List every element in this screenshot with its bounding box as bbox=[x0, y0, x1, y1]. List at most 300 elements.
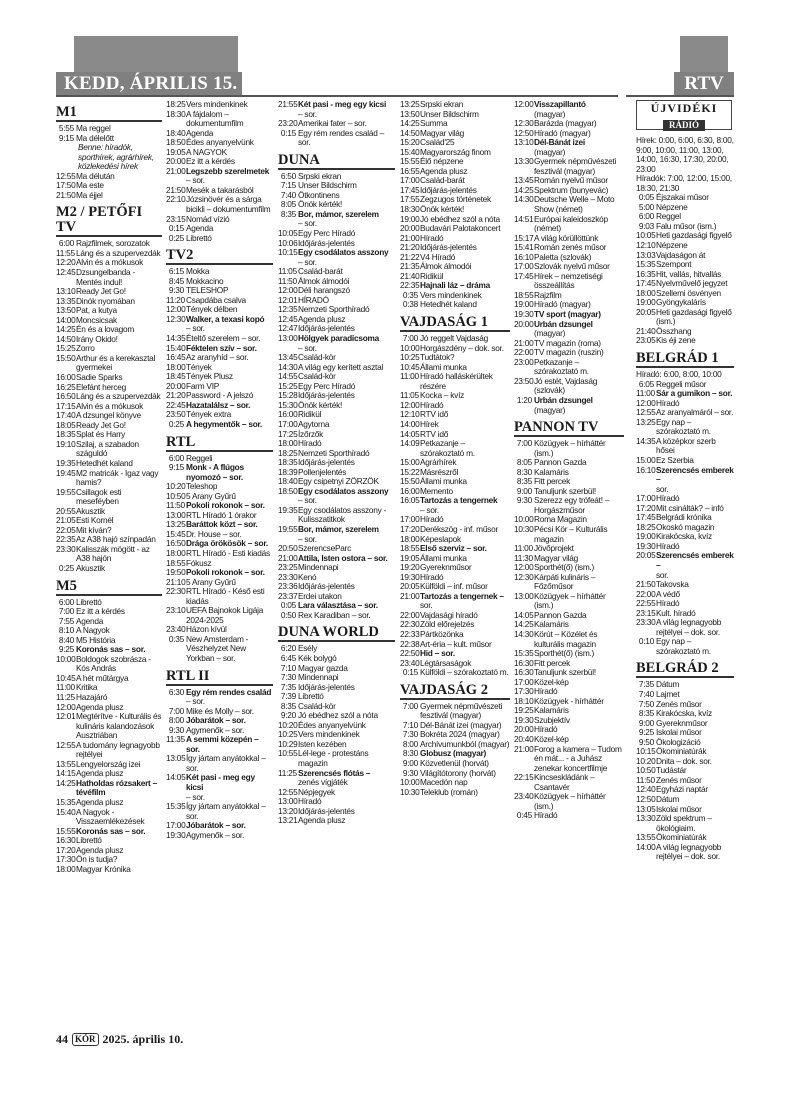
news-schedule: Híradó: 6:00, 8:00, 10:00 bbox=[636, 369, 722, 380]
program-row bbox=[514, 792, 624, 811]
program-title: Ma reggel bbox=[76, 123, 111, 133]
program-time: 13:45 bbox=[278, 352, 298, 363]
program-time: 15:28 bbox=[278, 390, 298, 401]
program-title: Szubjektív bbox=[534, 714, 570, 725]
program-row bbox=[400, 300, 510, 310]
program-title: Gyöngykalárís bbox=[656, 297, 706, 308]
program-row bbox=[56, 779, 162, 798]
program-title: Urbán dzsungel bbox=[534, 318, 593, 329]
program-time: 11:00 bbox=[56, 682, 75, 693]
program-row bbox=[636, 618, 734, 637]
program-time: 7:10 bbox=[280, 662, 296, 673]
program-time: 14:09 bbox=[400, 438, 420, 449]
program-title: Gyermek népművészeti fesztivál (magyar) bbox=[420, 700, 503, 721]
program-title: Paletta (szlovák) bbox=[534, 251, 592, 262]
program-time: 14:05 bbox=[166, 772, 186, 783]
program-title: Közügyek – hírháttér (ism.) bbox=[534, 438, 606, 458]
program-title: – sor. bbox=[298, 108, 317, 119]
program-title: Baráttok közt – sor. bbox=[186, 519, 258, 530]
program-time: 22:35 bbox=[56, 534, 76, 545]
program-time: 9:15 bbox=[168, 462, 184, 473]
program-title: Család-barát bbox=[298, 266, 343, 277]
program-row bbox=[56, 268, 162, 287]
program-time: 20:00 bbox=[166, 156, 186, 167]
program-row bbox=[514, 630, 624, 649]
program-title: Nomád vízió bbox=[186, 213, 230, 224]
program-time: 13:55 bbox=[636, 832, 656, 843]
program-title: Híradó halláskérültek részére bbox=[420, 371, 493, 391]
program-time: 13:35 bbox=[56, 295, 76, 306]
program-time: 7:10 bbox=[402, 719, 418, 730]
program-time: 10:05 bbox=[278, 228, 298, 239]
program-time: 15:30 bbox=[278, 399, 298, 410]
program-title: Ridikül bbox=[420, 270, 444, 281]
program-title: Megtérítve - Kulturális és kulináris kalandozások Ausztriában bbox=[76, 711, 162, 741]
program-title: Alvin és a mókusok bbox=[76, 400, 143, 411]
channel-heading: TV2 bbox=[166, 246, 273, 265]
program-time: 9:50 bbox=[638, 736, 654, 747]
program-title: Szerencsés emberek – bbox=[656, 550, 734, 570]
program-title: Egy csipetnyi ZÖRZÖK bbox=[298, 476, 379, 487]
program-title: Horgászdény – dok. sor. bbox=[420, 342, 504, 353]
program-title: Nyelvművelő jegyzet bbox=[656, 278, 728, 289]
program-time: 16:30 bbox=[56, 835, 76, 846]
program-title: Magyar Krónika bbox=[76, 863, 131, 874]
program-title: Moncsicsak bbox=[76, 314, 117, 325]
program-title: Budavári Palotakoncert bbox=[420, 223, 501, 234]
program-row bbox=[514, 320, 624, 330]
program-time: 18:39 bbox=[278, 466, 298, 477]
program-title: Hajnali láz – dráma bbox=[420, 280, 490, 291]
program-time: 11:25 bbox=[278, 767, 297, 778]
program-title: Időjárás-jelentés bbox=[420, 184, 477, 195]
program-title: Bor, mámor, szerelem bbox=[298, 523, 379, 534]
program-time: 21:20 bbox=[400, 242, 420, 253]
program-row bbox=[166, 606, 273, 625]
program-time: 10:25 bbox=[400, 352, 420, 363]
program-row bbox=[166, 831, 273, 841]
program-title: Pokoli rokonok – sor. bbox=[186, 567, 265, 578]
program-time: 21:00 bbox=[514, 743, 534, 754]
program-time: 16:25 bbox=[56, 381, 76, 392]
program-title: Tartozás a tengernek – bbox=[420, 590, 504, 601]
program-title: Unser Bildschirm bbox=[298, 180, 357, 191]
program-time: 13:00 bbox=[514, 590, 534, 601]
program-time: 14:30 bbox=[514, 628, 534, 639]
program-title: Állami munka bbox=[420, 552, 467, 563]
program-title: Teleshop bbox=[186, 481, 218, 492]
channel-heading: M5 bbox=[56, 577, 162, 596]
program-row bbox=[514, 525, 624, 544]
program-title: zenés vígjáték bbox=[298, 777, 348, 788]
program-title: RTV idő bbox=[420, 428, 449, 439]
program-title: Lara választása – sor. bbox=[298, 600, 378, 611]
program-title: Világítótorony (horvát) bbox=[420, 767, 496, 778]
program-title: Kis éji zene bbox=[656, 335, 696, 346]
program-time: 17:45 bbox=[636, 278, 656, 289]
program-title: Hit, vallás, hitvallás bbox=[656, 268, 722, 279]
program-title: Híradó bbox=[656, 397, 680, 408]
program-time: 16:55 bbox=[400, 165, 420, 176]
program-time: 7:30 bbox=[402, 729, 418, 740]
program-time: 22:00 bbox=[400, 609, 420, 620]
program-time: 11:00 bbox=[400, 371, 419, 382]
program-title: A világ legnagyobb rejtélyei – dok. sor. bbox=[656, 841, 722, 862]
program-title: Láng és a szupervezdák bbox=[76, 391, 161, 402]
program-title: Édes anyanyelvünk bbox=[298, 719, 366, 730]
program-title: Sadie Sparks bbox=[76, 372, 123, 383]
program-title: Rajzfilm bbox=[534, 289, 562, 300]
program-title: Dátum bbox=[656, 679, 680, 690]
program-row bbox=[166, 754, 273, 773]
program-title: Jövőprojekt bbox=[534, 543, 574, 554]
program-title: Hírek – nemzetiségi összeállítás bbox=[534, 270, 603, 291]
program-row bbox=[56, 865, 162, 875]
program-time: 13:05 bbox=[636, 803, 656, 814]
program-time: 0:10 bbox=[638, 636, 654, 647]
program-time: 20:00 bbox=[514, 724, 534, 735]
program-row bbox=[636, 336, 734, 346]
program-title: Szerezz egy trófeát! – Horgászműsor bbox=[534, 495, 610, 515]
program-title: Librettó bbox=[76, 596, 102, 607]
program-title: Jóbarátok – sor. bbox=[186, 715, 246, 726]
program-time: 13:30 bbox=[514, 156, 534, 167]
program-time: 7:35 bbox=[638, 679, 654, 690]
program-time: 20:05 bbox=[636, 550, 656, 561]
program-title: Időjárás-jelentés bbox=[298, 581, 355, 592]
program-title: Iskolai műsor bbox=[656, 727, 702, 738]
program-title: (magyar) bbox=[534, 328, 566, 339]
program-time: 11:05 bbox=[278, 266, 297, 277]
program-title: A Nagyok - Visszaemlékezések bbox=[76, 806, 145, 827]
program-row bbox=[278, 816, 395, 826]
program-title: Farm VIP bbox=[186, 380, 220, 391]
program-time: 8:45 bbox=[168, 275, 184, 286]
program-title: Kalamáris bbox=[534, 466, 569, 477]
program-time: 6:50 bbox=[280, 170, 296, 181]
program-title: Híradó bbox=[534, 686, 558, 697]
column-4 bbox=[400, 100, 510, 797]
program-title: Család-kör bbox=[298, 352, 336, 363]
program-time: 17:20 bbox=[400, 523, 420, 534]
program-time: 9:00 bbox=[638, 717, 654, 728]
program-title: Az aranyalmáról – sor. bbox=[656, 407, 734, 418]
program-time: 20:05 bbox=[636, 306, 656, 317]
program-time: 8:30 bbox=[402, 748, 418, 759]
program-time: 19:05 bbox=[166, 146, 186, 157]
program-title: Pollenjelentés bbox=[298, 466, 347, 477]
program-title: Tartozás a tengernek bbox=[420, 495, 498, 506]
program-title: Pannon Gazda bbox=[534, 609, 587, 620]
program-title: Az A38 hajó színpadán bbox=[76, 534, 156, 545]
program-time: 18:50 bbox=[278, 485, 298, 496]
program-title: Spektrum (bunyevác) bbox=[534, 184, 609, 195]
header-rule-right bbox=[626, 95, 734, 97]
program-title: Körút – Közélet és kulturális magazin bbox=[534, 628, 598, 649]
program-title: Heti gazdasági figyelő (ism.) bbox=[656, 306, 732, 327]
program-row bbox=[278, 210, 395, 220]
program-time: 14:25 bbox=[56, 777, 76, 788]
program-title: Hölgyek paradicsoma bbox=[298, 333, 380, 344]
program-time: 20:50 bbox=[278, 543, 298, 554]
program-time: 11:50 bbox=[278, 275, 297, 286]
program-title: Közel-kép bbox=[534, 734, 569, 744]
program-time: 23:15 bbox=[166, 213, 186, 224]
program-title: Irány Okido! bbox=[76, 333, 118, 344]
program-title: Kalamáris bbox=[534, 705, 569, 716]
program-row bbox=[514, 406, 624, 416]
program-time: 19:55 bbox=[278, 523, 298, 534]
program-time: 21:50 bbox=[166, 184, 186, 195]
program-row bbox=[166, 802, 273, 821]
program-time: 13:00 bbox=[278, 796, 298, 807]
program-row bbox=[514, 195, 624, 214]
channel-heading: BELGRÁD 2 bbox=[636, 659, 734, 678]
program-time: 12:10 bbox=[636, 240, 656, 251]
program-title: Dátum bbox=[656, 794, 680, 804]
program-row bbox=[166, 195, 273, 214]
program-title: Akusztik bbox=[76, 562, 105, 573]
program-title: Elefánt herceg bbox=[76, 381, 127, 392]
program-time: 18:35 bbox=[56, 429, 76, 440]
program-title: Urbán dzsungel bbox=[534, 394, 593, 405]
program-time: 21:50 bbox=[636, 579, 656, 590]
program-time: 9:30 bbox=[168, 285, 184, 296]
program-title: Reggel bbox=[656, 211, 681, 222]
program-title: – sor. bbox=[420, 504, 439, 515]
program-time: 22:33 bbox=[400, 628, 420, 639]
program-title: Fitt percek bbox=[534, 476, 570, 487]
program-title: A NAGYOK bbox=[186, 146, 227, 157]
program-title: Állami munka bbox=[420, 361, 467, 372]
program-title: Híradó (magyar) bbox=[534, 127, 591, 138]
program-time: 12:45 bbox=[278, 313, 298, 324]
program-title: Külföldi – inf. műsor bbox=[420, 581, 488, 592]
program-time: 9:20 bbox=[280, 710, 296, 721]
program-time: 12:47 bbox=[278, 323, 298, 334]
program-title: Féktelen szív – sor. bbox=[186, 342, 257, 353]
program-title: Ökominiatúrák bbox=[656, 832, 707, 843]
program-title: Tanuljunk szerbül! bbox=[534, 485, 596, 496]
program-time: 12:00 bbox=[400, 399, 420, 410]
program-title: Pannon Gazda bbox=[534, 457, 587, 468]
program-title: Drága örökösök – sor. bbox=[186, 538, 268, 549]
program-title: Isten kezében bbox=[298, 738, 347, 749]
program-row bbox=[636, 843, 734, 862]
program-time: 23:40 bbox=[400, 657, 420, 668]
program-time: 6:05 bbox=[638, 378, 654, 389]
program-time: 12:35 bbox=[278, 304, 298, 315]
program-time: 18:00 bbox=[400, 533, 420, 544]
program-title: Archívumunkból (magyar) bbox=[420, 738, 510, 749]
program-time: 18:00 bbox=[166, 547, 186, 558]
program-time: 10:20 bbox=[278, 719, 298, 730]
program-time: 23:30 bbox=[636, 617, 656, 628]
program-title: Időjárás-jelentés bbox=[298, 457, 355, 468]
program-row bbox=[166, 735, 273, 754]
program-time: 22:30 bbox=[166, 586, 186, 597]
program-row bbox=[166, 110, 273, 129]
program-time: 14:05 bbox=[514, 609, 534, 620]
program-time: 16:10 bbox=[636, 464, 656, 475]
program-row bbox=[636, 814, 734, 833]
program-title: Agymenők – sor. bbox=[186, 724, 245, 735]
program-time: 17:30 bbox=[514, 686, 534, 697]
program-time: 14:05 bbox=[400, 428, 420, 439]
program-time: 16:00 bbox=[278, 409, 298, 420]
program-title: Agenda bbox=[76, 615, 104, 626]
program-time: 19:00 bbox=[636, 531, 656, 542]
program-title: Pokoli rokonok – sor. bbox=[186, 500, 265, 511]
program-row bbox=[514, 377, 624, 396]
program-row bbox=[514, 396, 624, 406]
program-title: Önök kérték! bbox=[420, 204, 465, 215]
program-title: Hetedhét kaland bbox=[76, 457, 133, 468]
program-time: 15:55 bbox=[400, 156, 420, 167]
program-time: 8:10 bbox=[58, 625, 74, 636]
program-time: 17:55 bbox=[400, 194, 420, 205]
program-time: 8:30 bbox=[516, 466, 532, 477]
program-title: Csillagok esti meseféyben bbox=[76, 486, 122, 507]
program-time: 22:35 bbox=[400, 280, 420, 291]
program-time: 18:40 bbox=[166, 127, 186, 138]
program-title: – sor. bbox=[298, 256, 317, 267]
program-title: Amerikai fater – sor. bbox=[298, 118, 367, 129]
program-row bbox=[166, 420, 273, 430]
program-time: 15:25 bbox=[56, 343, 76, 354]
program-title: Hírek bbox=[420, 418, 439, 429]
program-time: 10:06 bbox=[278, 237, 298, 248]
program-title: Zorro bbox=[76, 343, 95, 354]
program-title: Másrészről bbox=[420, 466, 459, 477]
program-time: 18:00 bbox=[166, 361, 186, 372]
program-time: 13:20 bbox=[278, 805, 298, 816]
program-title: Dél-Bánát izei bbox=[534, 137, 585, 148]
program-time: 21:00 bbox=[514, 337, 534, 348]
page-footer bbox=[56, 1032, 183, 1047]
program-title: (magyar) bbox=[534, 146, 566, 157]
program-title: A semmi közepén – sor. bbox=[186, 734, 259, 754]
program-time: 11:50 bbox=[636, 774, 655, 785]
program-title: Egy rém rendes család – sor. bbox=[298, 127, 385, 148]
program-time: 14:25 bbox=[514, 619, 534, 630]
channel-heading: M1 bbox=[56, 103, 162, 122]
program-title: Ez itt a kérdés bbox=[76, 606, 125, 617]
program-title: Unser Bildschirm bbox=[420, 108, 479, 119]
program-title: Agenda plusz bbox=[76, 701, 124, 712]
program-row bbox=[514, 496, 624, 515]
program-title: RTL Híradó - Késő esti kiadás bbox=[186, 586, 265, 606]
program-time: 15:00 bbox=[636, 454, 656, 465]
program-time: 12:30 bbox=[514, 571, 534, 582]
program-time: 13:25 bbox=[400, 99, 420, 109]
program-time: 19:00 bbox=[400, 213, 420, 224]
program-title: Tanuljunk szerbül! bbox=[534, 667, 596, 678]
program-title: Két pasi - meg egy kicsi bbox=[298, 99, 387, 109]
program-time: 23:36 bbox=[278, 581, 298, 592]
program-time: 19:30 bbox=[636, 540, 656, 551]
program-title: Népzene bbox=[656, 201, 688, 212]
program-time: 17:00 bbox=[514, 676, 534, 687]
program-title: Önök kérték! bbox=[298, 399, 343, 410]
program-title: A tudomány legnagyobb rejtélyei bbox=[76, 739, 160, 760]
program-row bbox=[56, 741, 162, 760]
program-title: Magyar világ bbox=[534, 552, 579, 563]
program-title: Jó ebédhez szól a nóta bbox=[420, 213, 500, 224]
page-date-header: KEDD, ÁPRILIS 15. bbox=[56, 72, 242, 96]
program-title: Agenda plusz bbox=[76, 768, 124, 779]
program-title: Kenó bbox=[298, 571, 317, 582]
program-title: Nemzeti Sporthíradó bbox=[298, 304, 370, 315]
program-row bbox=[56, 564, 162, 574]
program-title: Heti gazdasági figyelő bbox=[656, 230, 732, 241]
program-time: 9:25 bbox=[58, 644, 74, 655]
program-title: Art-éria – kult. műsor bbox=[420, 638, 492, 649]
program-time: 8:00 bbox=[402, 738, 418, 749]
program-time: 12:20 bbox=[56, 257, 76, 268]
program-title: Kincseskládánk – Csantavér bbox=[534, 772, 595, 792]
program-title: Hazajáró bbox=[76, 691, 108, 702]
program-title: Tudástár bbox=[656, 765, 687, 776]
program-time: 21:10 bbox=[166, 576, 186, 587]
column-2 bbox=[166, 100, 273, 840]
program-time: 11:20 bbox=[166, 294, 185, 305]
program-time: 7:00 bbox=[402, 700, 418, 711]
program-title: Közügyek - hírháttér bbox=[534, 695, 604, 706]
program-row bbox=[636, 637, 734, 656]
program-time: 8:35 bbox=[516, 476, 532, 487]
program-time: 0:45 bbox=[516, 810, 532, 821]
program-title: Szerencsés emberek – bbox=[656, 464, 734, 485]
program-time: 12:50 bbox=[514, 127, 534, 138]
program-time: 21:00 bbox=[278, 552, 298, 563]
program-title: Tények Plusz bbox=[186, 371, 233, 382]
program-row bbox=[514, 573, 624, 592]
program-title: Időjárás-jelentés bbox=[298, 390, 355, 401]
program-row bbox=[56, 488, 162, 507]
program-time: 17:25 bbox=[278, 428, 298, 439]
program-title: Teleklub (román) bbox=[420, 786, 478, 797]
program-time: 6:20 bbox=[280, 643, 296, 654]
program-time: 17:00 bbox=[278, 418, 298, 429]
program-row bbox=[278, 100, 395, 110]
program-title: sor. bbox=[420, 600, 433, 611]
program-title: Boldogok szobrásza - Kós András bbox=[76, 653, 151, 674]
program-time: 14:35 bbox=[166, 333, 186, 344]
program-time: 6:00 bbox=[168, 452, 184, 463]
program-time: 10:15 bbox=[636, 746, 656, 757]
program-title: Jó reggelt Vajdaság bbox=[420, 333, 488, 344]
program-time: 23:40 bbox=[514, 791, 534, 802]
program-time: 6:00 bbox=[638, 211, 654, 222]
program-title: Híradó bbox=[656, 540, 680, 551]
news-schedule: Hírek: 0:00, 6:00, 6:30, 8:00, 9:00, 10:00, 11:00, 13:00, 14:00, 16:30, 17:30, 20:00, 23:00 bbox=[636, 135, 734, 174]
program-time: 17:30 bbox=[56, 854, 76, 865]
program-time: 6:30 bbox=[168, 686, 184, 697]
program-time: 10:50 bbox=[636, 765, 656, 776]
program-title: A hét műtárgya bbox=[76, 672, 129, 683]
program-time: 14:25 bbox=[56, 324, 76, 335]
program-time: 21:00 bbox=[400, 590, 420, 601]
program-time: 13:05 bbox=[166, 753, 186, 764]
program-title: V4 Híradó bbox=[420, 251, 456, 262]
program-time: 13:00 bbox=[166, 509, 186, 520]
program-time: 11:35 bbox=[166, 734, 185, 745]
program-title: Összhang bbox=[656, 325, 692, 336]
program-time: 17:20 bbox=[636, 502, 656, 513]
program-time: 18:10 bbox=[514, 695, 534, 706]
program-title: Fókusz bbox=[186, 557, 212, 568]
